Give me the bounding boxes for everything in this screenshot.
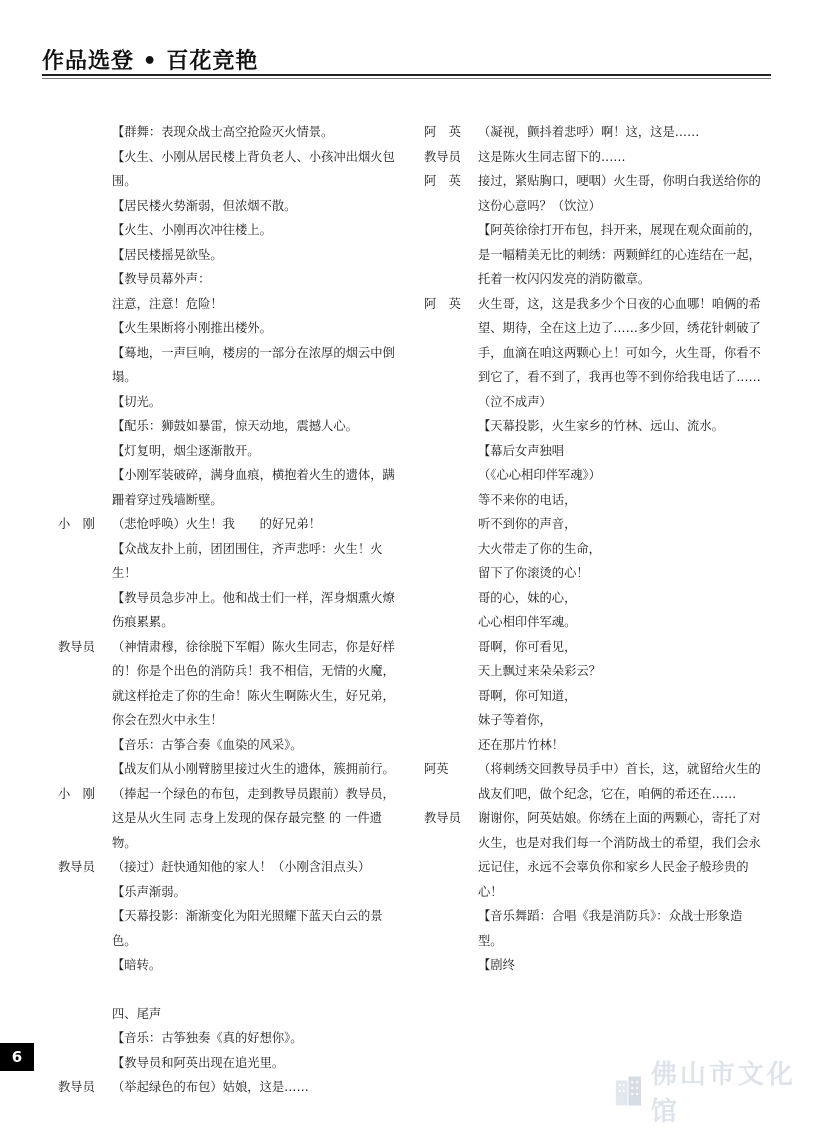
line-text: 【火生果断将小刚推出楼外。 <box>112 321 272 335</box>
speaker-name <box>424 414 478 439</box>
stage-direction <box>58 390 403 415</box>
speaker-name <box>58 757 112 782</box>
speaker-name: 阿 英 <box>424 296 461 311</box>
watermark <box>612 1054 819 1128</box>
section-gap <box>58 978 403 1002</box>
line-text: 四、尾声 <box>112 1006 162 1021</box>
speaker-name <box>58 439 112 464</box>
dialogue-line <box>58 512 403 537</box>
line-text: 【教导员急步冲上。他和战士们一样，浑身烟熏火燎伤痕累累。 <box>112 590 395 629</box>
speaker-name <box>424 488 478 513</box>
speaker-name <box>58 586 112 635</box>
line-text: 【乐声渐弱。 <box>112 884 186 899</box>
speaker-name: 阿 英 <box>424 125 461 139</box>
stage-direction <box>424 512 762 537</box>
stage-direction <box>424 953 762 978</box>
speaker-name <box>424 635 478 660</box>
speaker-name: 阿 英 <box>424 174 461 188</box>
speaker-name <box>424 586 478 611</box>
stage-direction <box>58 194 403 219</box>
header-rule <box>42 74 771 76</box>
stage-direction <box>58 120 403 145</box>
line-text: 【切光。 <box>112 394 162 409</box>
speaker-name <box>424 953 478 978</box>
line-text: 等不来你的电话， <box>478 492 577 507</box>
line-text: （凝视，颤抖着悲呼）啊！这，这是…… <box>478 125 700 139</box>
line-text: 【天幕投影：渐渐变化为阳光照耀下蓝天白云的景色。 <box>112 909 383 948</box>
speaker-name <box>424 218 478 292</box>
speaker-name <box>58 390 112 415</box>
stage-direction <box>58 537 403 586</box>
stage-direction <box>424 708 762 733</box>
line-text: 【教导员幕外声： <box>112 272 211 286</box>
watermark-text: 佛山市文化馆 <box>650 1060 796 1127</box>
stage-direction <box>58 953 403 978</box>
line-text: 天上飘过来朵朵彩云？ <box>478 664 601 678</box>
dialogue-line <box>424 120 762 145</box>
stage-direction <box>58 880 403 905</box>
speaker-name <box>424 904 478 953</box>
line-text: 【教导员和阿英出现在追光里。 <box>112 1055 285 1070</box>
line-text: 【音乐：古筝独奏《真的好想你》。 <box>112 1031 303 1045</box>
stage-direction <box>58 463 403 512</box>
stage-direction <box>424 904 762 953</box>
speaker-name <box>424 684 478 709</box>
stage-direction <box>424 561 762 586</box>
dialogue-line <box>424 169 762 218</box>
stage-direction <box>58 757 403 782</box>
stage-direction <box>58 243 403 268</box>
dialogue-line <box>424 757 762 806</box>
speaker-name <box>58 1051 112 1076</box>
line-text: （捧起一个绿色的布包，走到教导员跟前）教导员，这是从火生同 志身上发现的保存最完整 的 一件遗物。 <box>112 786 395 850</box>
stage-direction <box>58 1002 403 1027</box>
line-text: 【居民楼火势渐弱，但浓烟不散。 <box>112 198 297 213</box>
line-text: （将刺绣交回教导员手中）首长，这，就留给火生的战友们吧，做个纪念，它在，咱俩的希还在…… <box>478 762 761 801</box>
speaker-name <box>58 267 112 292</box>
stage-direction <box>58 218 403 243</box>
speaker-name <box>58 218 112 243</box>
page-number: 6 <box>0 1043 34 1071</box>
left-column <box>58 120 403 1100</box>
line-text: 【火生、小刚从居民楼上背负老人、小孩冲出烟火包围。 <box>112 149 395 188</box>
dialogue-line <box>58 782 403 856</box>
stage-direction <box>424 537 762 562</box>
line-text: （举起绿色的布包）姑娘，这是…… <box>112 1080 309 1094</box>
line-text: 还在那片竹林！ <box>478 737 565 752</box>
header-rule-thin <box>42 78 771 79</box>
stage-direction <box>424 659 762 684</box>
speaker-name: 教导员 <box>424 811 461 825</box>
dialogue-line <box>424 806 762 904</box>
speaker-name: 小 刚 <box>58 517 95 531</box>
right-column <box>424 120 762 978</box>
stage-direction <box>424 488 762 513</box>
speaker-name <box>58 120 112 145</box>
speaker-name <box>58 341 112 390</box>
line-text: 【暗转。 <box>112 958 162 972</box>
line-text: 【众战友扑上前，团团围住，齐声悲呼：火生！火生！ <box>112 541 383 580</box>
speaker-name: 小 刚 <box>58 786 95 801</box>
speaker-name: 教导员 <box>58 639 95 654</box>
speaker-name <box>424 537 478 562</box>
stage-direction <box>58 1051 403 1076</box>
line-text: 【灯复明，烟尘逐渐散开。 <box>112 443 260 458</box>
speaker-name <box>424 659 478 684</box>
stage-direction <box>424 684 762 709</box>
line-text: 哥的心，妹的心， <box>478 590 577 605</box>
line-text: 谢谢你，阿英姑娘。你绣在上面的两颗心，寄托了对火生，也是对我们每一个消防战士的希望，我们会永远记住，永远不会辜负你和家乡人民金子般珍贵的心！ <box>478 811 761 899</box>
line-text: （神情肃穆，徐徐脱下军帽）陈火生同志，你是好样的！你是个出色的消防兵！我不相信，无情的火魔，就这样抢走了你的生命！陈火生啊陈火生，好兄弟，你会在烈火中永生！ <box>112 639 395 727</box>
line-text: 这是陈火生同志留下的…… <box>478 149 626 164</box>
line-text: 【蓦地，一声巨响，楼房的一部分在浓厚的烟云中倒塌。 <box>112 345 395 384</box>
speaker-name: 教导员 <box>424 149 461 164</box>
stage-direction <box>424 635 762 660</box>
speaker-name <box>58 292 112 317</box>
page-header <box>42 44 258 75</box>
stage-direction <box>58 586 403 635</box>
stage-direction <box>424 610 762 635</box>
speaker-name <box>58 880 112 905</box>
stage-direction <box>58 414 403 439</box>
stage-direction <box>58 733 403 758</box>
speaker-name <box>424 439 478 464</box>
speaker-name <box>58 145 112 194</box>
section-title: 作品选登 • 百花竞艳 <box>42 49 259 74</box>
line-text: 【群舞：表现众战士高空抢险灭火情景。 <box>112 125 334 139</box>
stage-direction <box>424 218 762 292</box>
speaker-name <box>58 316 112 341</box>
line-text: 【居民楼摇晃欲坠。 <box>112 247 223 262</box>
line-text: 【阿英徐徐打开布包，抖开来，展现在观众面前的，是一幅精美无比的刺绣：两颗鲜红的心连结在一起，托着一枚闪闪发亮的消防徽章。 <box>478 223 761 286</box>
speaker-name <box>58 414 112 439</box>
stage-direction <box>58 341 403 390</box>
stage-direction <box>58 267 403 292</box>
speaker-name <box>424 561 478 586</box>
speaker-name: 教导员 <box>58 860 95 874</box>
line-text: 注意，注意！危险！ <box>112 296 223 311</box>
line-text: 【小刚军装破碎，满身血痕，横抱着火生的遗体，蹒跚着穿过残墙断壁。 <box>112 468 395 507</box>
line-text: 留下了你滚烫的心！ <box>478 566 589 580</box>
line-text: 火生哥，这，这是我多少个日夜的心血哪！咱俩的希望、期待，全在这上边了……多少回，绣花针刺破了手，血滴在咱这两颗心上！可如今，火生哥，你看不到它了，看不到了，我再也等不到你给我电话了……（泣不成声） <box>478 296 761 409</box>
speaker-name <box>424 733 478 758</box>
line-text: 接过，紧贴胸口，哽咽）火生哥，你明白我送给你的这份心意吗？（饮泣） <box>478 174 761 213</box>
line-text: 【火生、小刚再次冲往楼上。 <box>112 223 272 237</box>
stage-direction <box>424 414 762 439</box>
line-text: 哥啊，你可看见， <box>478 639 577 654</box>
stage-direction <box>58 439 403 464</box>
line-text: 大火带走了你的生命， <box>478 541 601 556</box>
line-text: （悲怆呼唤）火生！我 的好兄弟！ <box>112 517 322 531</box>
speaker-name <box>424 463 478 488</box>
speaker-name: 阿英 <box>424 762 449 776</box>
speaker-name: 教导员 <box>58 1080 95 1094</box>
stage-direction <box>424 733 762 758</box>
building-icon <box>612 1074 645 1108</box>
line-text: （接过）赶快通知他的家人！（小刚含泪点头） <box>112 860 371 874</box>
line-text: 【剧终 <box>478 958 515 972</box>
speaker-name <box>58 904 112 953</box>
speaker-name <box>424 610 478 635</box>
line-text: 听不到你的声音， <box>478 517 577 531</box>
speaker-name <box>58 194 112 219</box>
speaker-name <box>424 708 478 733</box>
speaker-name <box>58 537 112 586</box>
line-text: 心心相印伴军魂。 <box>478 615 577 629</box>
dialogue-line <box>58 635 403 733</box>
line-text: 【音乐：古筝合奏《血染的风采》。 <box>112 737 303 752</box>
stage-direction <box>424 586 762 611</box>
stage-direction <box>424 463 762 488</box>
line-text: 【天幕投影，火生家乡的竹林、远山、流水。 <box>478 419 724 433</box>
dialogue-line <box>424 292 762 415</box>
speaker-name <box>58 1002 112 1027</box>
stage-direction <box>58 1026 403 1051</box>
stage-direction <box>58 292 403 317</box>
line-text: 【战友们从小刚臂膀里接过火生的遗体，簇拥前行。 <box>112 762 395 776</box>
stage-direction <box>424 439 762 464</box>
dialogue-line <box>58 855 403 880</box>
stage-direction <box>58 145 403 194</box>
dialogue-line <box>58 1075 403 1100</box>
line-text: 哥啊，你可知道， <box>478 688 577 703</box>
speaker-name <box>58 463 112 512</box>
stage-direction <box>58 904 403 953</box>
line-text: 【配乐：狮鼓如暴雷，惊天动地，震撼人心。 <box>112 419 358 433</box>
line-text: 【音乐舞蹈：合唱《我是消防兵》：众战士形象造型。 <box>478 909 743 948</box>
speaker-name <box>58 1026 112 1051</box>
stage-direction <box>58 316 403 341</box>
line-text: 妹子等着你， <box>478 713 552 727</box>
speaker-name <box>58 733 112 758</box>
speaker-name <box>58 243 112 268</box>
line-text: （《心心相印伴军魂》） <box>478 468 601 482</box>
dialogue-line <box>424 145 762 170</box>
speaker-name <box>58 953 112 978</box>
line-text: 【幕后女声独唱 <box>478 443 565 458</box>
speaker-name <box>424 512 478 537</box>
